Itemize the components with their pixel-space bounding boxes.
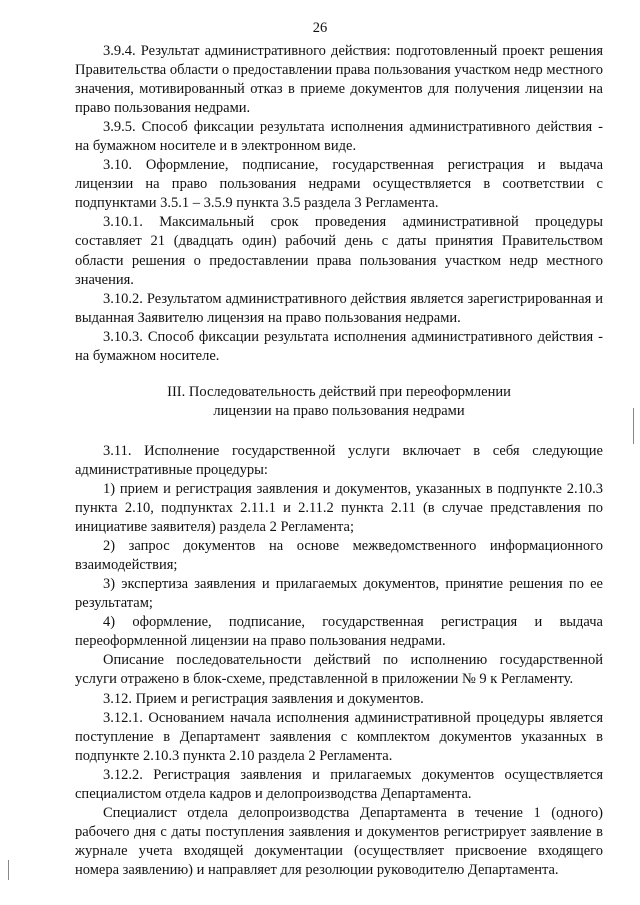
scan-margin-mark-left xyxy=(8,860,9,880)
document-body xyxy=(75,42,603,880)
paragraph-specialist: Специалист отдела делопроизводства Департамента в течение 1 (одного) рабочего дня с даты поступления заявления и документов регистрирует заявление в журнале учета входящей документации (осуществляет присвоение входящего номера заявлению) и направляет для резолюции руководителю Департамента. xyxy=(75,804,603,878)
paragraph-3-10-1: 3.10.1. Максимальный срок проведения административной процедуры составляет 21 (двадцать один) рабочий день с даты принятия Правительством области решения о предоставлении права пользования участком недр местного значения. xyxy=(75,214,603,288)
paragraph-3-12-2: 3.12.2. Регистрация заявления и прилагаемых документов осуществляется специалистом отдела кадров и делопроизводства Департамента. xyxy=(75,766,603,802)
section-heading xyxy=(75,383,603,421)
paragraph-3-11: 3.11. Исполнение государственной услуги включает в себя следующие административные процедуры: xyxy=(75,442,603,478)
paragraph-3-9-5: 3.9.5. Способ фиксации результата исполнения административного действия - на бумажном носителе и в электронном виде. xyxy=(75,119,603,155)
paragraph-3-10-3: 3.10.3. Способ фиксации результата исполнения административного действия - на бумажном носителе. xyxy=(75,328,603,364)
paragraph-3-9-4: 3.9.4. Результат административного действия: подготовленный проект решения Правительства области о предоставлении права пользования участком недр местного значения, мотивированный отказ в приеме документов для получения лицензии на право пользования недрами. xyxy=(75,43,604,117)
page-number: 26 xyxy=(312,20,328,36)
paragraph-3-12: 3.12. Прием и регистрация заявления и документов. xyxy=(103,690,424,707)
section-heading-line-2: лицензии на право пользования недрами xyxy=(213,402,465,419)
list-item-3: 3) экспертиза заявления и прилагаемых документов, принятие решения по ее результатам; xyxy=(75,576,603,612)
paragraph-3-12-1: 3.12.1. Основанием начала исполнения административной процедуры является поступление в Департамент заявления с комплектом документов указанных в подпункте 2.10.3 пункта 2.10 раздела 2 Регламента. xyxy=(75,709,603,764)
paragraph-description: Описание последовательности действий по исполнению государственной услуги отражено в блок-схеме, представленной в приложении № 9 к Регламенту. xyxy=(75,652,603,688)
paragraph-3-10: 3.10. Оформление, подписание, государственная регистрация и выдача лицензии на право пользования недрами осуществляется в соответствии с подпунктами 3.5.1 – 3.5.9 пункта 3.5 раздела 3 Регламента. xyxy=(75,157,603,212)
scan-margin-mark-right xyxy=(633,408,634,444)
list-item-4: 4) оформление, подписание, государственная регистрация и выдача переоформленной лицензии на право пользования недрами. xyxy=(75,614,603,650)
list-item-1: 1) прием и регистрация заявления и документов, указанных в подпункте 2.10.3 пункта 2.10, подпунктах 2.11.1 и 2.11.2 пункта 2.11 (в случае представления по инициативе заявителя) раздела 2 Регламента; xyxy=(75,480,603,536)
paragraph-3-10-2: 3.10.2. Результатом административного действия является зарегистрированная и выданная Заявителю лицензия на право пользования недрами. xyxy=(75,290,603,326)
list-item-2: 2) запрос документов на основе межведомственного информационного взаимодействия; xyxy=(75,538,603,574)
section-heading-line-1: III. Последовательность действий при переоформлении xyxy=(167,383,511,400)
